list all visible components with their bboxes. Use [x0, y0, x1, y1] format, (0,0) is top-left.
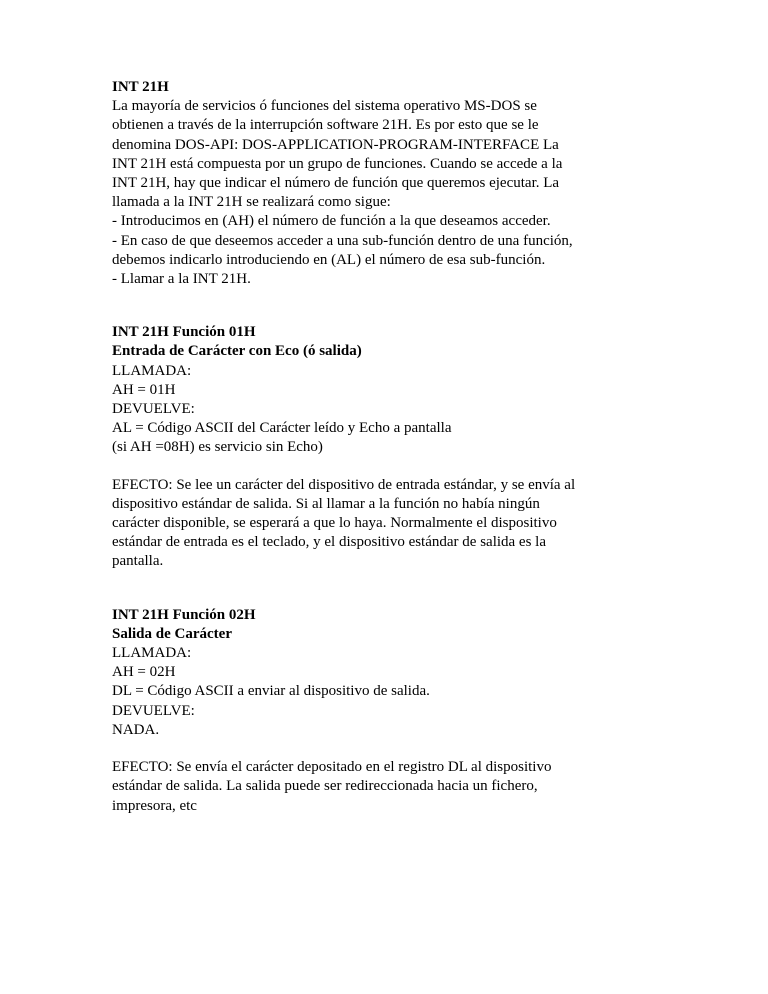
list-item-line: - Llamar a la INT 21H.	[112, 271, 251, 288]
section-heading: INT 21H Función 02H	[112, 606, 256, 623]
text-line: INT 21H está compuesta por un grupo de funciones. Cuando se accede a la	[112, 155, 563, 172]
section-subheading: Entrada de Carácter con Eco (ó salida)	[112, 343, 362, 360]
section-funcion-01h	[112, 323, 672, 571]
text-line: INT 21H, hay que indicar el número de función que queremos ejecutar. La	[112, 175, 560, 192]
text-line: dispositivo estándar de salida. Si al llamar a la función no había ningún	[112, 495, 540, 512]
text-line: debemos indicarlo introduciendo en (AL) el número de esa sub-función.	[112, 251, 546, 268]
section-heading: INT 21H	[112, 79, 169, 95]
text-line: DEVUELVE:	[112, 401, 195, 418]
text-line: La mayoría de servicios ó funciones del sistema operativo MS-DOS se	[112, 98, 537, 115]
text-line: (si AH =08H) es servicio sin Echo)	[112, 439, 323, 456]
text-line: DEVUELVE:	[112, 702, 195, 719]
text-line: llamada a la INT 21H se realizará como sigue:	[112, 194, 391, 211]
text-line: AH = 01H	[112, 381, 176, 398]
text-line: DL = Código ASCII a enviar al dispositivo de salida.	[112, 683, 430, 700]
text-line: AH = 02H	[112, 664, 176, 681]
paragraph-spacer	[112, 458, 672, 476]
text-line: LLAMADA:	[112, 362, 192, 379]
text-line: NADA.	[112, 721, 160, 738]
section-heading: INT 21H Función 01H	[112, 324, 256, 341]
text-line: impresora, etc	[112, 797, 197, 814]
list-item-line: - Introducimos en (AH) el número de función a la que deseamos acceder.	[112, 213, 551, 230]
section-subheading: Salida de Carácter	[112, 625, 232, 642]
text-line: AL = Código ASCII del Carácter leído y Echo a pantalla	[112, 420, 452, 437]
text-line: obtienen a través de la interrupción software 21H. Es por esto que se le	[112, 117, 539, 134]
text-line: estándar de salida. La salida puede ser redireccionada hacia un fichero,	[112, 778, 538, 795]
text-line: EFECTO: Se lee un carácter del dispositivo de entrada estándar, y se envía al	[112, 476, 576, 493]
text-line: EFECTO: Se envía el carácter depositado en el registro DL al dispositivo	[112, 759, 552, 776]
section-spacer	[112, 289, 672, 323]
text-line: denomina DOS-API: DOS-APPLICATION-PROGRAM-INTERFACE La	[112, 136, 559, 153]
list-item-line: - En caso de que deseemos acceder a una sub-función dentro de una función,	[112, 232, 573, 249]
section-spacer	[112, 572, 672, 606]
section-funcion-02h	[112, 606, 672, 816]
text-line: carácter disponible, se esperará a que lo haya. Normalmente el dispositivo	[112, 515, 557, 532]
section-int21h-overview	[112, 78, 672, 289]
text-line: LLAMADA:	[112, 645, 192, 662]
text-line: pantalla.	[112, 553, 164, 570]
text-line: estándar de entrada es el teclado, y el dispositivo estándar de salida es la	[112, 534, 547, 551]
paragraph-spacer	[112, 740, 672, 758]
